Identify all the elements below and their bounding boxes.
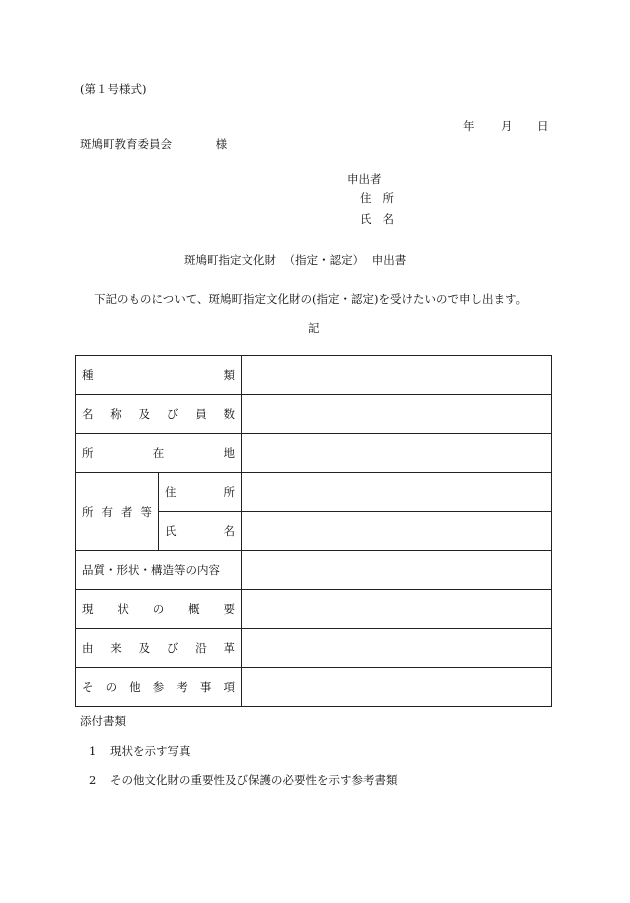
table-row-quality xyxy=(76,551,552,590)
ki-label: 記 xyxy=(308,321,320,335)
table-row-type xyxy=(76,356,552,395)
label-name-count: 名 称 及 び 員 数 xyxy=(82,407,235,421)
label-status: 現 状 の 概 要 xyxy=(82,602,235,616)
addressee-name: 斑鳩町教育委員会 xyxy=(80,137,172,151)
intro-text: 下記のものについて、斑鳩町指定文化財の(指定・認定)を受けたいので申し出ます。 xyxy=(94,292,528,306)
value-location[interactable] xyxy=(242,434,552,473)
value-other[interactable] xyxy=(242,668,552,707)
value-status[interactable] xyxy=(242,590,552,629)
addressee xyxy=(80,139,227,151)
attachment-text: その他文化財の重要性及び保護の必要性を示す参考書類 xyxy=(109,773,398,787)
application-table xyxy=(75,355,552,707)
table-row-other xyxy=(76,668,552,707)
page-title: 斑鳩町指定文化財 （指定・認定） 申出書 xyxy=(184,253,407,267)
value-owner-name[interactable] xyxy=(242,512,552,551)
attachment-num: 1 xyxy=(89,744,97,758)
attachment-item-1 xyxy=(89,746,190,758)
attachment-item-2 xyxy=(89,775,397,787)
table-row-owner-address xyxy=(76,473,552,512)
applicant-address-label: 住 所 xyxy=(360,191,394,205)
table-row-location xyxy=(76,434,552,473)
date-month: 月 xyxy=(501,119,513,133)
label-location: 所 在 地 xyxy=(82,446,235,460)
label-owner-name: 氏 名 xyxy=(165,524,235,538)
label-owner-address: 住 所 xyxy=(165,485,235,499)
date-year: 年 xyxy=(463,119,475,133)
label-other: そ の 他 参 考 事 項 xyxy=(82,680,235,694)
addressee-honorific: 様 xyxy=(215,137,228,151)
applicant-name-label: 氏 名 xyxy=(360,212,394,226)
date-day: 日 xyxy=(537,119,549,133)
table-row-name-count xyxy=(76,395,552,434)
label-quality: 品質・形状・構造等の内容 xyxy=(82,563,220,577)
value-owner-address[interactable] xyxy=(242,473,552,512)
attachment-num: 2 xyxy=(89,773,97,787)
attachments-heading: 添付書類 xyxy=(80,714,126,728)
value-type[interactable] xyxy=(242,356,552,395)
label-history: 由 来 及 び 沿 革 xyxy=(82,641,235,655)
value-history[interactable] xyxy=(242,629,552,668)
table-row-status xyxy=(76,590,552,629)
applicant-heading: 申出者 xyxy=(347,172,382,186)
label-type: 種 類 xyxy=(82,368,235,382)
value-quality[interactable] xyxy=(242,551,552,590)
table-row-history xyxy=(76,629,552,668)
label-owner: 所 有 者 等 xyxy=(82,504,152,519)
value-name-count[interactable] xyxy=(242,395,552,434)
attachment-text: 現状を示す写真 xyxy=(109,744,191,758)
form-number: (第１号様式) xyxy=(80,82,147,96)
